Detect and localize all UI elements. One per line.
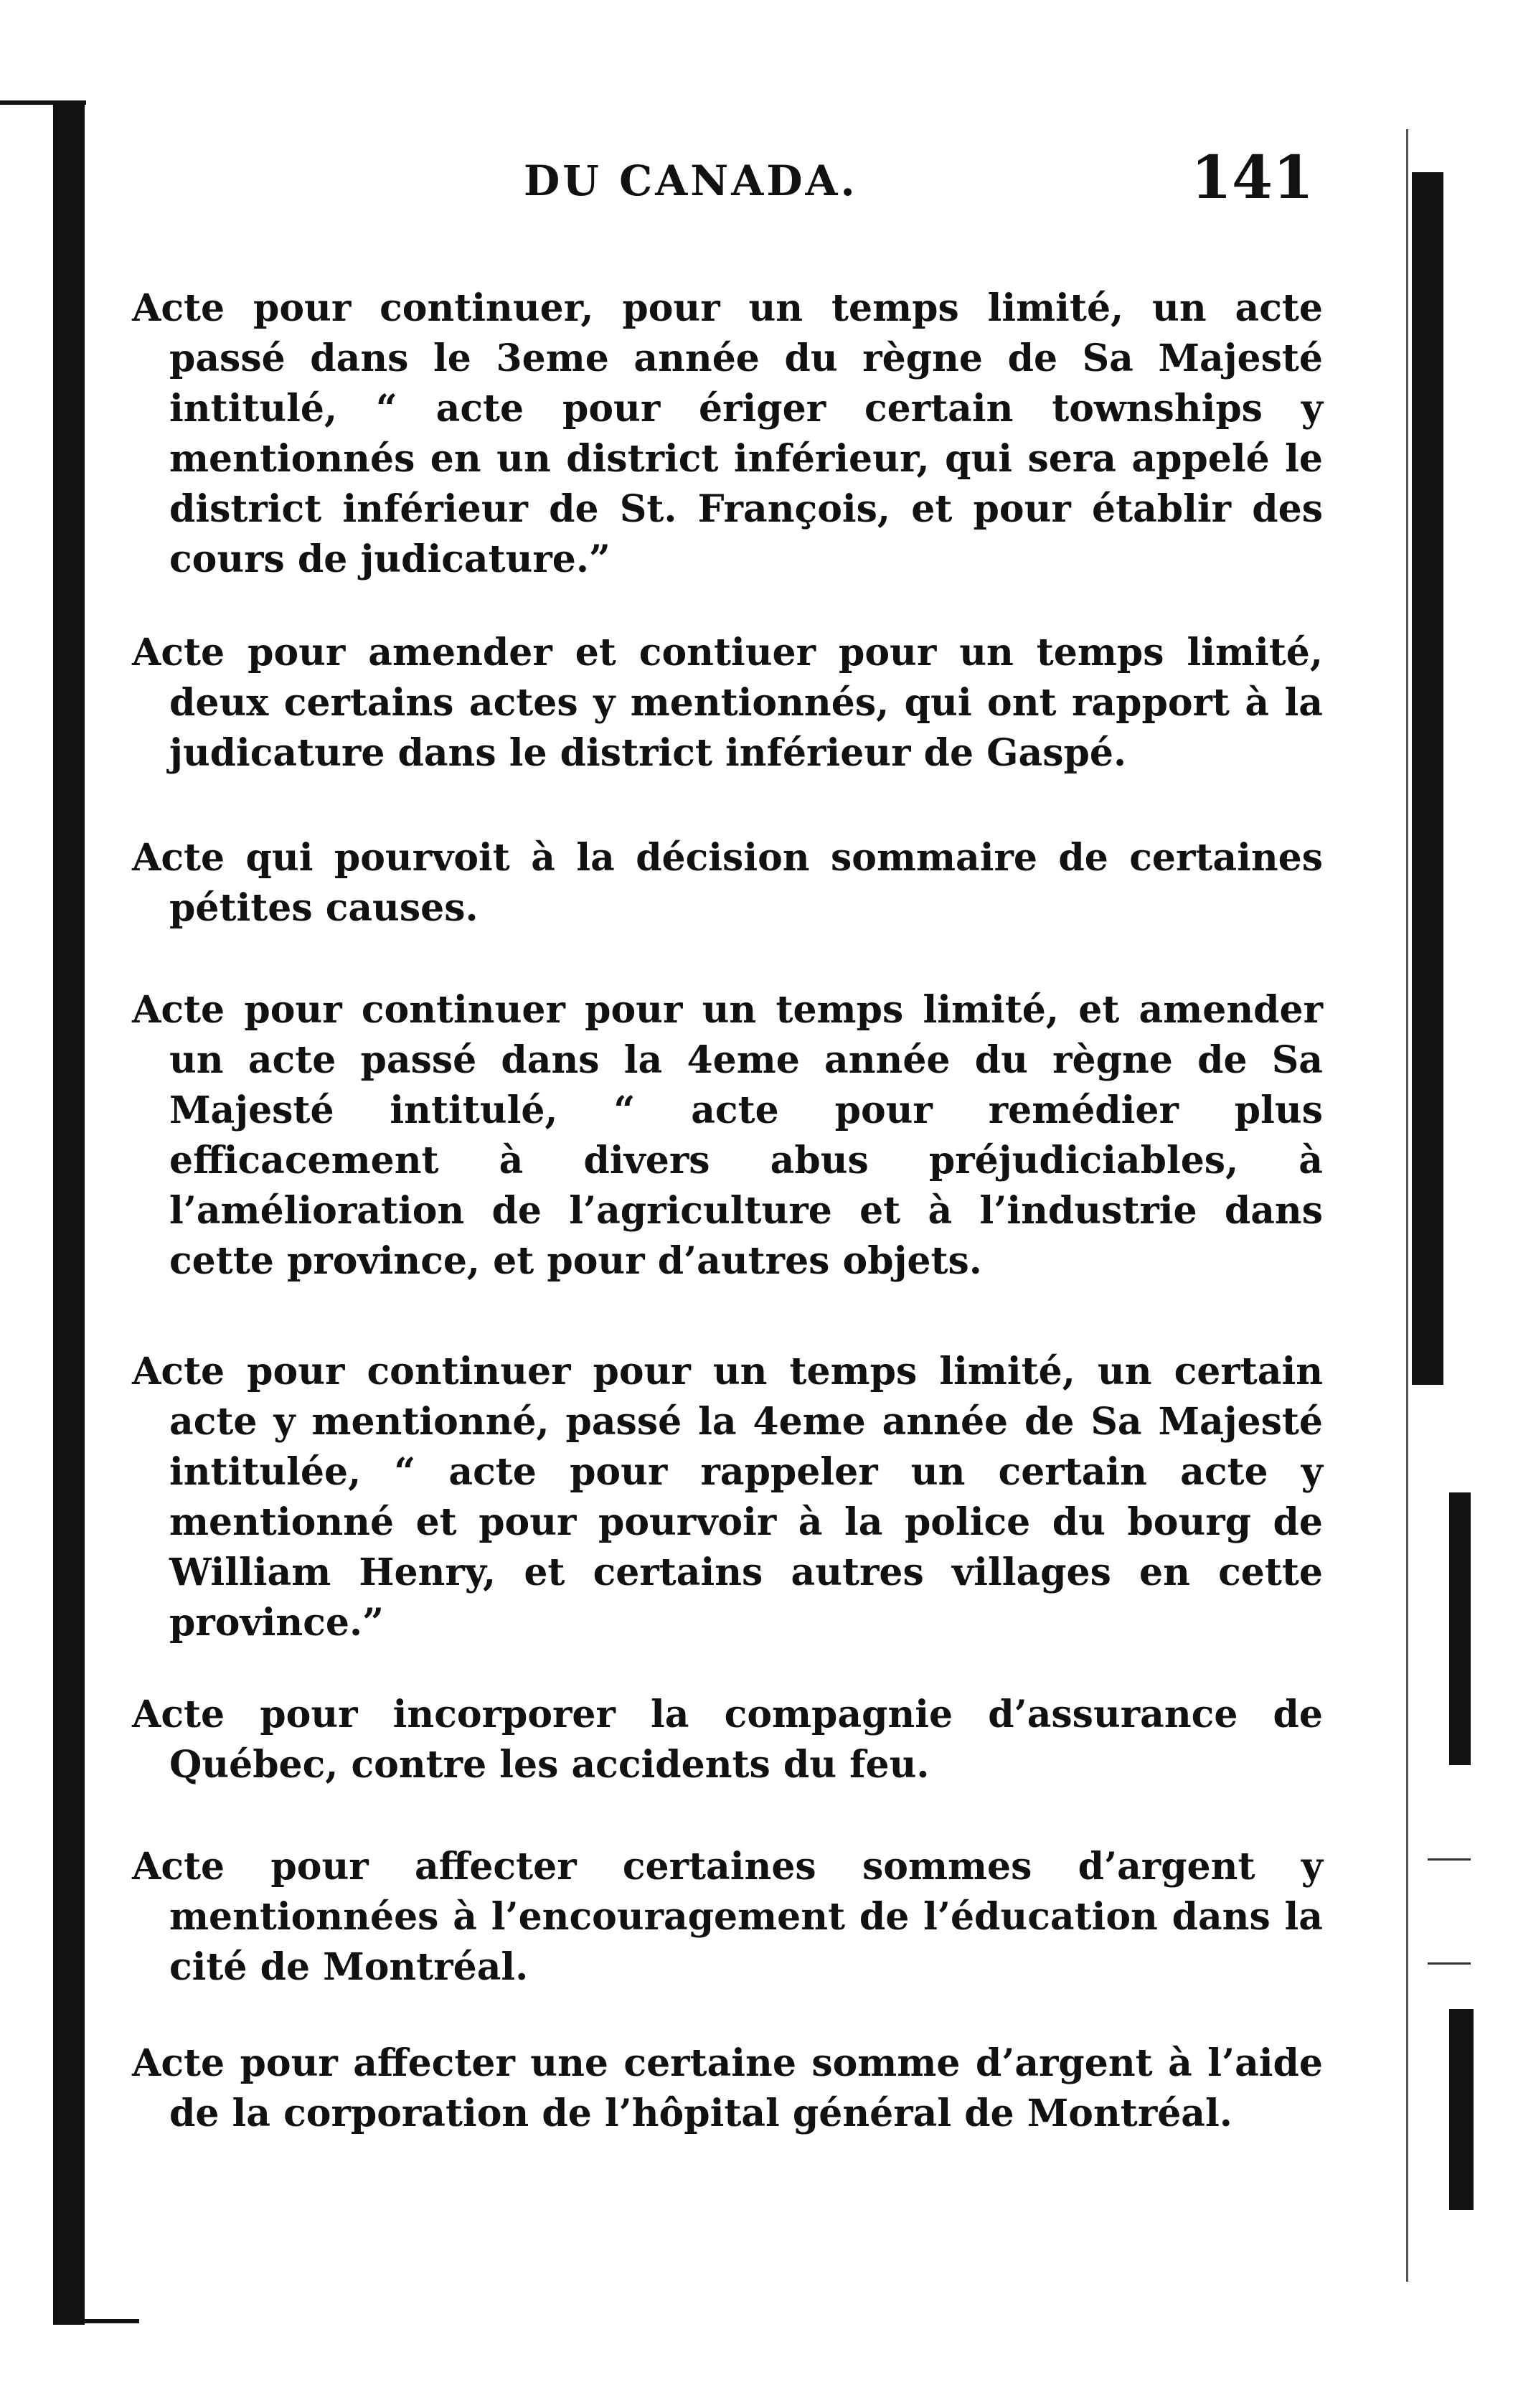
binding-edge-bottom [53, 2319, 139, 2323]
act-entry: Acte pour continuer pour un temps limité, et amender un acte passé dans la 4eme année du règne de Sa Majesté intitulé, “ acte pour remédier plus efficacement à divers abus préjudiciables, à l’amélioration de l’agriculture et à l’industrie dans cette province, et pour d’autres objets. [132, 988, 1323, 1283]
acts-list [132, 283, 1323, 2139]
scan-edge-tick [1428, 1962, 1471, 1965]
binding-edge [53, 100, 85, 2325]
scan-edge-line [1406, 129, 1408, 2282]
running-title: DU CANADA. [524, 156, 858, 205]
act-entry: Acte pour continuer, pour un temps limité, un acte passé dans le 3eme année du règne de Sa Majesté intitulé, “ acte pour ériger certain townships y mentionnés en un district inférieur, qui sera appelé le district inférieur de St. François, et pour établir des cours de judicature.” [132, 286, 1323, 581]
act-entry: Acte pour amender et contiuer pour un temps limité, deux certains actes y mentionnés, qui ont rapport à la judicature dans le district inférieur de Gaspé. [132, 631, 1323, 775]
act-entry: Acte pour continuer pour un temps limité, un certain acte y mentionné, passé la 4eme année de Sa Majesté intitulée, “ acte pour rappeler un certain acte y mentionné et pour pourvoir à la police du bourg de William Henry, et certains autres villages en cette province.” [132, 1350, 1323, 1645]
scan-edge-bar [1449, 1492, 1471, 1765]
scan-edge-bar [1449, 2009, 1474, 2210]
page-number: 141 [1191, 144, 1314, 212]
act-entry: Acte qui pourvoit à la décision sommaire de certaines pétites causes. [132, 836, 1323, 930]
scan-edge-tick [1428, 1858, 1471, 1861]
act-entry: Acte pour affecter une certaine somme d’argent à l’aide de la corporation de l’hôpital général de Montréal. [132, 2041, 1323, 2135]
act-entry: Acte pour incorporer la compagnie d’assurance de Québec, contre les accidents du feu. [132, 1693, 1323, 1787]
act-entry: Acte pour affecter certaines sommes d’argent y mentionnées à l’encouragement de l’éducation dans la cité de Montréal. [132, 1845, 1323, 1989]
page-header [0, 144, 1513, 212]
scan-edge-bar [1412, 172, 1443, 1385]
